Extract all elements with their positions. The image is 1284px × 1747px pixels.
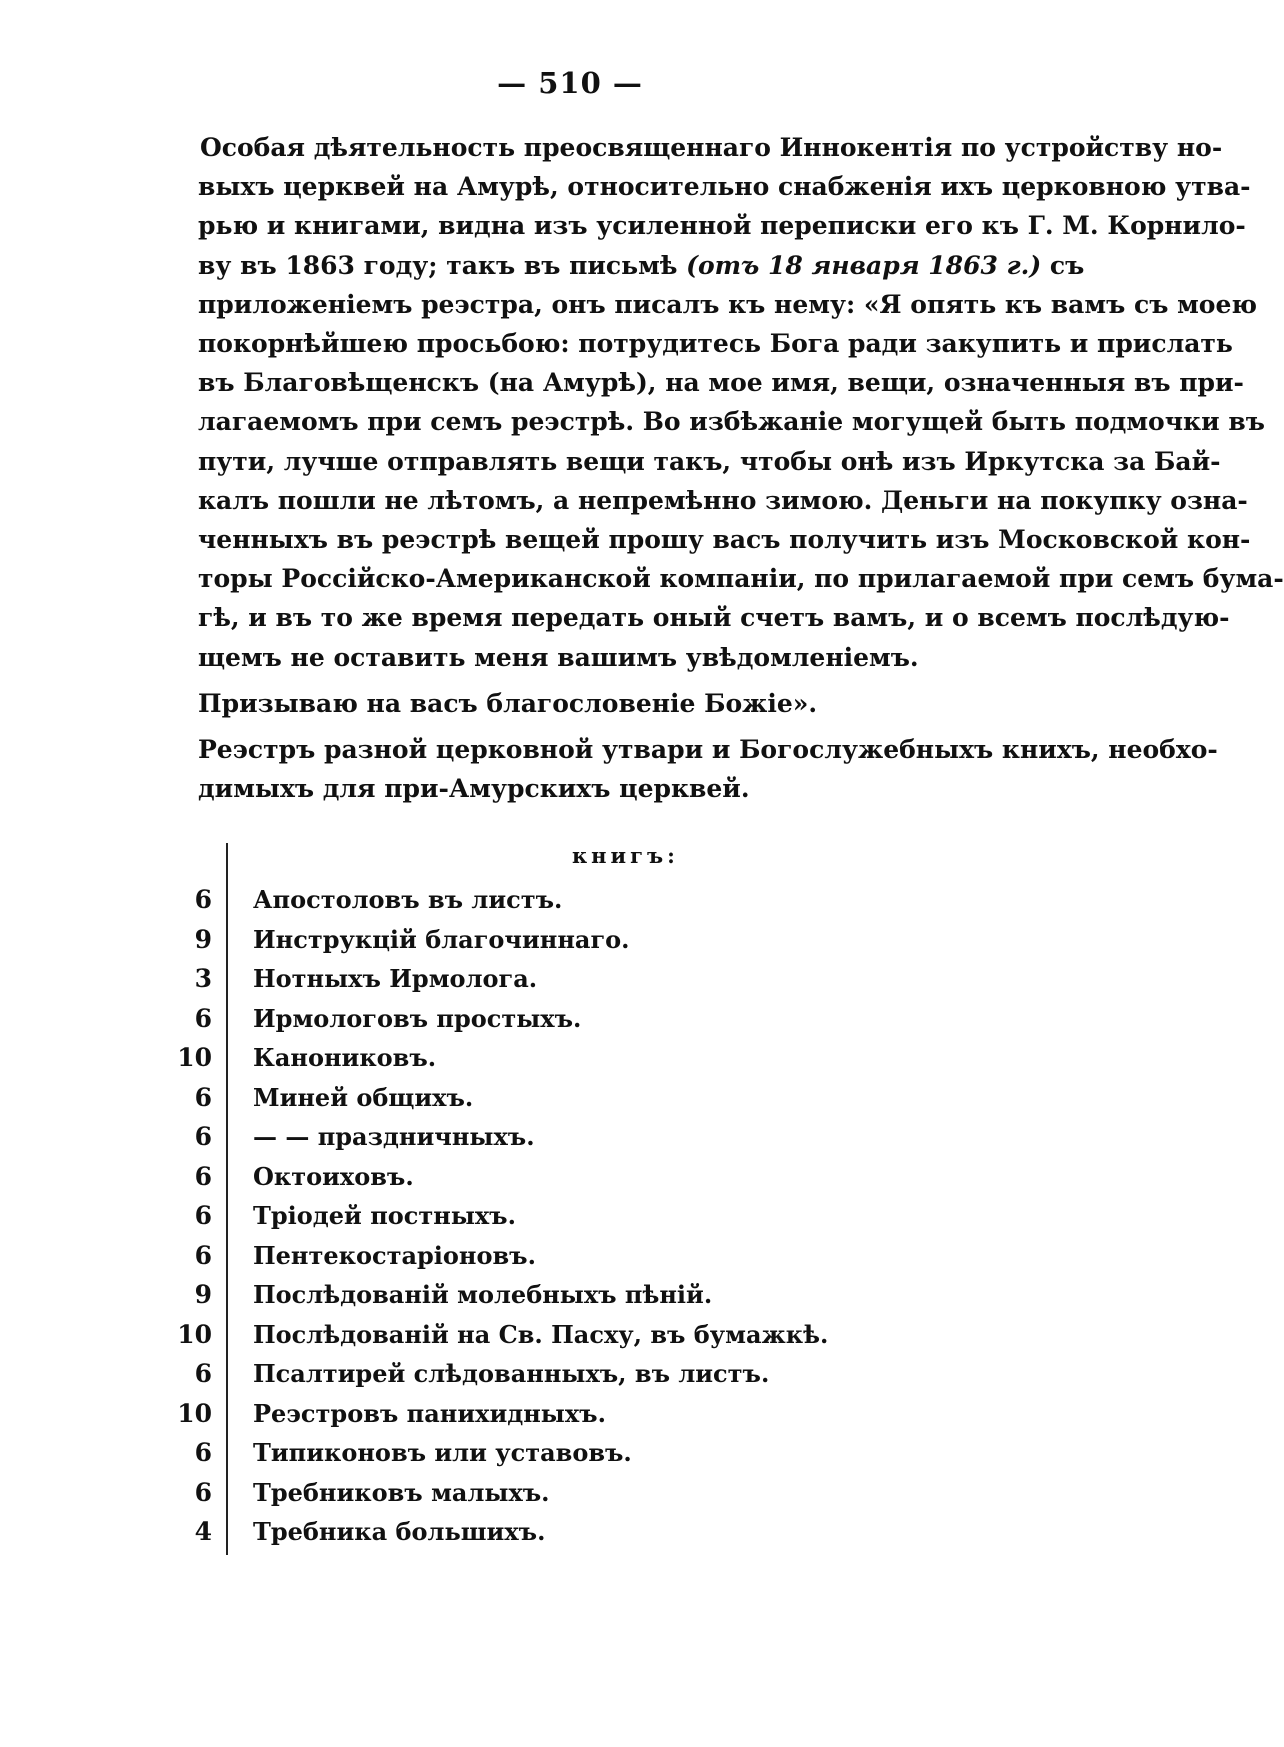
paragraph-3 [198,730,1218,808]
list-item [160,1157,1040,1197]
text-line: торы Россійско-Американской компаніи, по прилагаемой при семъ бума- [198,564,1284,594]
item-title: Апостоловъ въ листъ. [253,885,563,914]
list-item [160,1038,1040,1078]
item-title: Инструкцій благочиннаго. [253,924,630,954]
text-segment: съ [1049,250,1085,280]
item-title: — — праздничныхъ. [253,1122,535,1151]
list-item [160,1354,1040,1394]
item-quantity: 6 [194,885,212,914]
paragraph-gap [198,677,1043,684]
text-line: Реэстръ разной церковной утвари и Богослужебныхъ книхъ, необхо- [198,735,1218,765]
item-quantity: 10 [177,1398,212,1428]
list-item [160,1196,1040,1236]
paragraph-2: Призываю на васъ благословеніе Божіе». [198,688,818,718]
item-quantity: 3 [194,964,212,993]
item-title: Послѣдованій молебныхъ пѣній. [253,1280,713,1309]
list-item [160,1315,1040,1355]
text-line: калъ пошли не лѣтомъ, а непремѣнно зимою. Деньги на покупку озна- [198,485,1248,515]
text-line: Особая дѣятельность преосвященнаго Иннокентія по устройству но- [200,133,1223,162]
text-line: ченныхъ въ реэстрѣ вещей прошу васъ получить изъ Московской кон- [198,525,1251,555]
item-title: Требниковъ малыхъ. [253,1477,550,1507]
date-reference: (отъ 18 января 1863 г.) [686,250,1042,280]
item-quantity: 6 [194,1438,212,1467]
text-line: пути, лучше отправлять вещи такъ, чтобы онѣ изъ Иркутска за Бай- [198,446,1221,476]
text-line: въ Благовѣщенскъ (на Амурѣ), на мое имя, вещи, означенныя въ при- [198,368,1244,398]
text-line: щемъ не оставить меня вашимъ увѣдомленіемъ. [198,642,919,672]
item-quantity: 6 [194,1477,212,1507]
item-quantity: 6 [194,1003,212,1033]
page-number: — 510 — [497,66,643,100]
list-item [160,1275,1040,1315]
list-item [160,1512,1040,1552]
item-quantity: 6 [194,1161,212,1191]
item-quantity: 6 [194,1240,212,1270]
item-title: Пентекостаріоновъ. [253,1240,536,1270]
item-title: Псалтирей слѣдованныхъ, въ листъ. [253,1359,770,1388]
text-line: лагаемомъ при семъ реэстрѣ. Во избѣжаніе могущей быть подмочки въ [198,407,1265,437]
list-item [160,1473,1040,1513]
item-quantity: 6 [194,1359,212,1388]
text-line: димыхъ для при-Амурскихъ церквей. [198,774,750,804]
item-title: Типиконовъ или уставовъ. [253,1438,632,1467]
text-line: рью и книгами, видна изъ усиленной переписки его къ Г. М. Корнило- [198,211,1246,241]
item-quantity: 6 [194,1082,212,1112]
list-item [160,920,1040,960]
item-title: Реэстровъ панихидныхъ. [253,1398,606,1428]
item-title: Нотныхъ Ирмолога. [253,964,538,993]
list-item [160,1117,1040,1157]
item-quantity: 10 [177,1319,212,1349]
paragraph-gap [198,723,1043,730]
text-line: гѣ, и въ то же время передать оный счетъ вамъ, и о всемъ послѣдую- [198,603,1230,633]
text-line: приложеніемъ реэстра, онъ писалъ къ нему: «Я опять къ вамъ съ моею [198,289,1258,319]
item-title: Тріодей постныхъ. [253,1201,516,1230]
item-title: Миней общихъ. [253,1082,474,1112]
list-heading: книгъ: [572,843,679,868]
list-item [160,999,1040,1039]
list-item [160,1236,1040,1276]
book-list [160,880,1040,1552]
item-title: Октоиховъ. [253,1161,414,1191]
item-quantity: 9 [194,924,212,954]
text-segment: ву въ 1863 году; такъ въ письмѣ [198,250,678,280]
item-quantity: 4 [194,1517,212,1546]
item-title: Ирмологовъ простыхъ. [253,1003,582,1033]
list-item [160,959,1040,999]
list-item [160,1078,1040,1118]
item-quantity: 6 [194,1122,212,1151]
item-title: Канониковъ. [253,1043,437,1072]
item-title: Послѣдованій на Св. Пасху, въ бумажкѣ. [253,1319,829,1349]
item-title: Требника большихъ. [253,1517,546,1546]
item-quantity: 6 [194,1201,212,1230]
list-item [160,1433,1040,1473]
text-line-with-date [198,246,1085,285]
item-quantity: 10 [177,1043,212,1072]
list-item [160,880,1040,920]
body-text [198,128,1284,808]
paragraph-1 [198,128,1284,677]
item-quantity: 9 [194,1280,212,1309]
text-line: выхъ церквей на Амурѣ, относительно снабженія ихъ церковною утва- [198,172,1251,202]
list-item [160,1394,1040,1434]
text-line: покорнѣйшею просьбою: потрудитесь Бога ради закупить и прислать [198,329,1233,359]
